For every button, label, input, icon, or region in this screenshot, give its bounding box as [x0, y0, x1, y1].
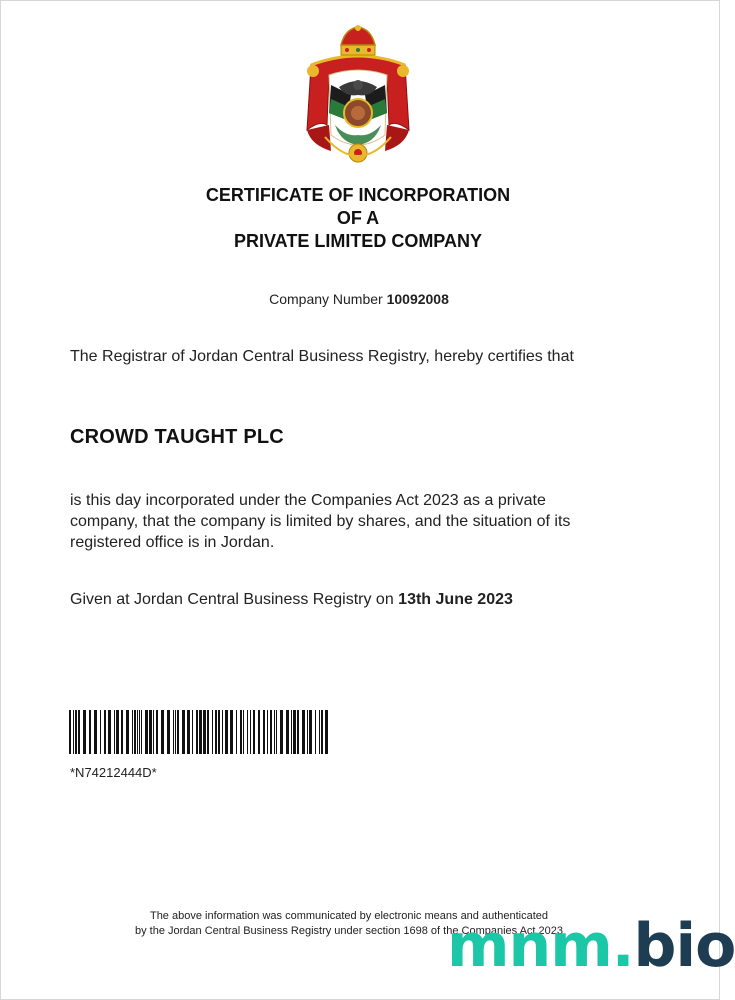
- registrar-certifies-text: The Registrar of Jordan Central Business Registry, hereby certifies that: [70, 348, 574, 365]
- title-line-2: OF A: [336, 208, 380, 228]
- company-number-line: [1, 291, 717, 307]
- company-number-value: 10092008: [386, 291, 449, 307]
- watermark-part-2: bio: [633, 911, 735, 981]
- coat-of-arms-emblem: [301, 25, 415, 169]
- certificate-title: [1, 184, 715, 253]
- title-line-1: CERTIFICATE OF INCORPORATION: [205, 185, 511, 205]
- given-prefix: Given at Jordan Central Business Registry on: [70, 591, 394, 608]
- barcode: [69, 710, 329, 754]
- barcode-text: *N74212444D*: [70, 765, 157, 780]
- footer-line-2: by the Jordan Central Business Registry under section 1698 of the Companies Act 2023: [134, 925, 564, 937]
- footer-line-1: The above information was communicated by electronic means and authenticated: [149, 910, 549, 922]
- company-number-label: Company Number: [269, 291, 383, 307]
- watermark-logo: [447, 913, 735, 979]
- watermark-part-1: mnm.: [447, 911, 634, 981]
- given-at-line: [70, 589, 630, 610]
- title-line-3: PRIVATE LIMITED COMPANY: [233, 231, 482, 251]
- given-date: 13th June 2023: [398, 591, 513, 608]
- company-name: CROWD TAUGHT PLC: [70, 426, 284, 448]
- incorporation-statement: is this day incorporated under the Companies Act 2023 as a private company, that the company is limited by shares, and the situation of its registered office is in Jordan.: [70, 492, 571, 551]
